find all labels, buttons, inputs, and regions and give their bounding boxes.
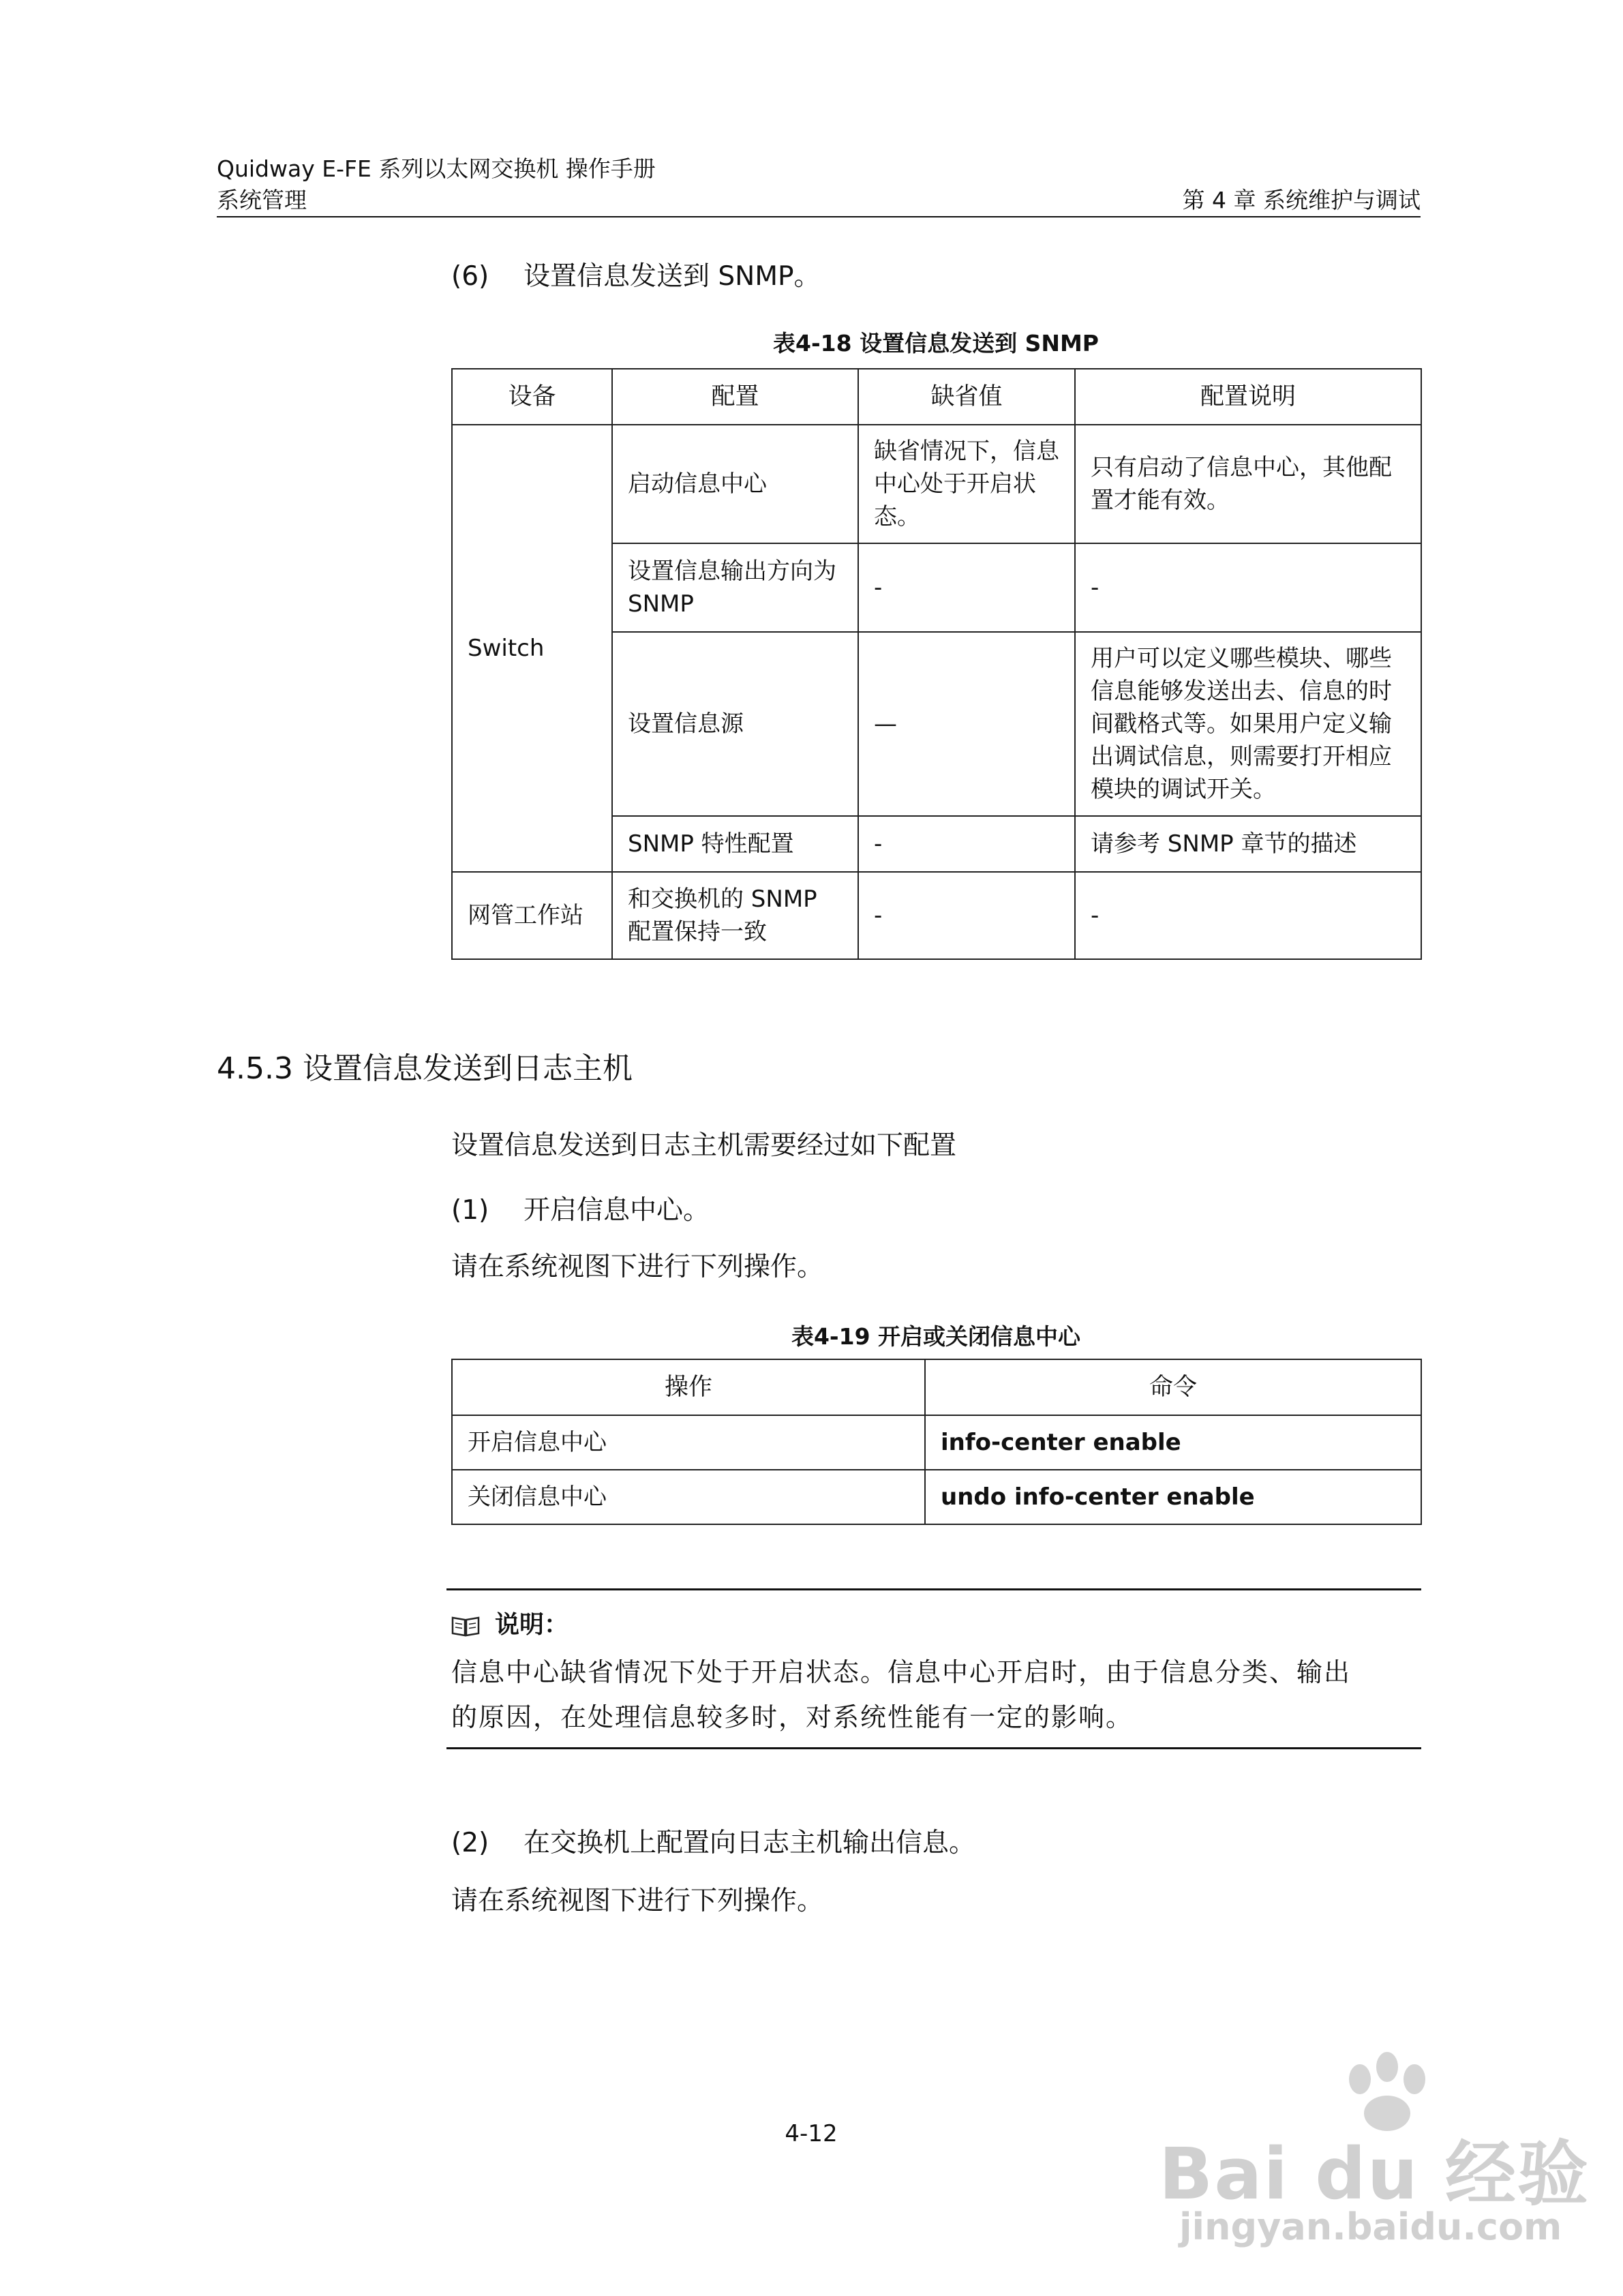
header-config: 配置 (612, 369, 858, 425)
step-2-text: 在交换机上配置向日志主机输出信息。 (524, 1828, 976, 1858)
description-cell: - (1075, 543, 1421, 632)
step-6-number: (6) (451, 261, 489, 292)
description-cell: - (1075, 872, 1421, 959)
step-6 (451, 259, 821, 294)
step-1-view: 请在系统视图下进行下列操作。 (451, 1252, 824, 1282)
note-line-1: 信息中心缺省情况下处于开启状态。信息中心开启时，由于信息分类、输出 (451, 1657, 1352, 1687)
header-section: 系统管理 (217, 187, 307, 213)
step-2 (451, 1826, 975, 1861)
section-heading: 4.5.3 设置信息发送到日志主机 (217, 1051, 633, 1086)
table-4-19-caption: 表4-19 开启或关闭信息中心 (791, 1323, 1081, 1350)
table-header-row (452, 369, 1421, 425)
note-line-2: 的原因，在处理信息较多时，对系统性能有一定的影响。 (451, 1702, 1134, 1732)
command-cell: undo info-center enable (925, 1470, 1421, 1524)
command-cell: info-center enable (925, 1415, 1421, 1470)
header-description: 配置说明 (1075, 369, 1421, 425)
device-switch-cell: Switch (452, 425, 612, 872)
default-cell: - (858, 816, 1075, 872)
header-rule (217, 216, 1421, 217)
book-icon (451, 1615, 480, 1637)
header-operation: 操作 (452, 1359, 925, 1415)
step-6-text: 设置信息发送到 SNMP。 (524, 261, 821, 292)
note-body (451, 1650, 1426, 1740)
page-number: 4-12 (785, 2120, 838, 2147)
config-cell: SNMP 特性配置 (612, 816, 858, 872)
config-cell: 设置信息源 (612, 632, 858, 816)
description-cell: 只有启动了信息中心，其他配置才能有效。 (1075, 425, 1421, 543)
step-2-number: (2) (451, 1828, 489, 1858)
baidu-watermark (1159, 2055, 1609, 2260)
note-top-rule (446, 1588, 1421, 1590)
step-2-view: 请在系统视图下进行下列操作。 (451, 1886, 824, 1916)
watermark-brand: Bai du 经验 (1159, 2132, 1590, 2216)
note-bottom-rule (446, 1747, 1421, 1749)
config-cell: 和交换机的 SNMP 配置保持一致 (612, 872, 858, 959)
operation-cell: 开启信息中心 (452, 1415, 925, 1470)
table-row (452, 1470, 1421, 1524)
step-1-number: (1) (451, 1195, 489, 1226)
default-cell: — (858, 632, 1075, 816)
header-command: 命令 (925, 1359, 1421, 1415)
step-1-text: 开启信息中心。 (524, 1195, 710, 1226)
table-4-19 (451, 1359, 1422, 1525)
note-title: 说明： (495, 1611, 569, 1639)
table-4-18-caption: 表4-18 设置信息发送到 SNMP (773, 330, 1099, 357)
table-4-18 (451, 368, 1422, 960)
table-row (452, 1415, 1421, 1470)
config-cell: 设置信息输出方向为 SNMP (612, 543, 858, 632)
default-cell: - (858, 543, 1075, 632)
watermark-url: jingyan.baidu.com (1179, 2205, 1562, 2248)
description-cell: 请参考 SNMP 章节的描述 (1075, 816, 1421, 872)
operation-cell: 关闭信息中心 (452, 1470, 925, 1524)
step-1 (451, 1193, 710, 1228)
table-row (452, 425, 1421, 543)
header-device: 设备 (452, 369, 612, 425)
description-cell: 用户可以定义哪些模块、哪些信息能够发送出去、信息的时间戳格式等。如果用户定义输出调试信息，则需要打开相应模块的调试开关。 (1075, 632, 1421, 816)
header-chapter: 第 4 章 系统维护与调试 (1182, 187, 1421, 213)
device-nms-cell: 网管工作站 (452, 872, 612, 959)
header-default: 缺省值 (858, 369, 1075, 425)
table-row (452, 872, 1421, 959)
default-cell: 缺省情况下，信息中心处于开启状态。 (858, 425, 1075, 543)
section-intro: 设置信息发送到日志主机需要经过如下配置 (451, 1130, 957, 1161)
config-cell: 启动信息中心 (612, 425, 858, 543)
header-title: Quidway E-FE 系列以太网交换机 操作手册 (217, 155, 656, 182)
default-cell: - (858, 872, 1075, 959)
note-heading (451, 1605, 568, 1640)
table-header-row (452, 1359, 1421, 1415)
